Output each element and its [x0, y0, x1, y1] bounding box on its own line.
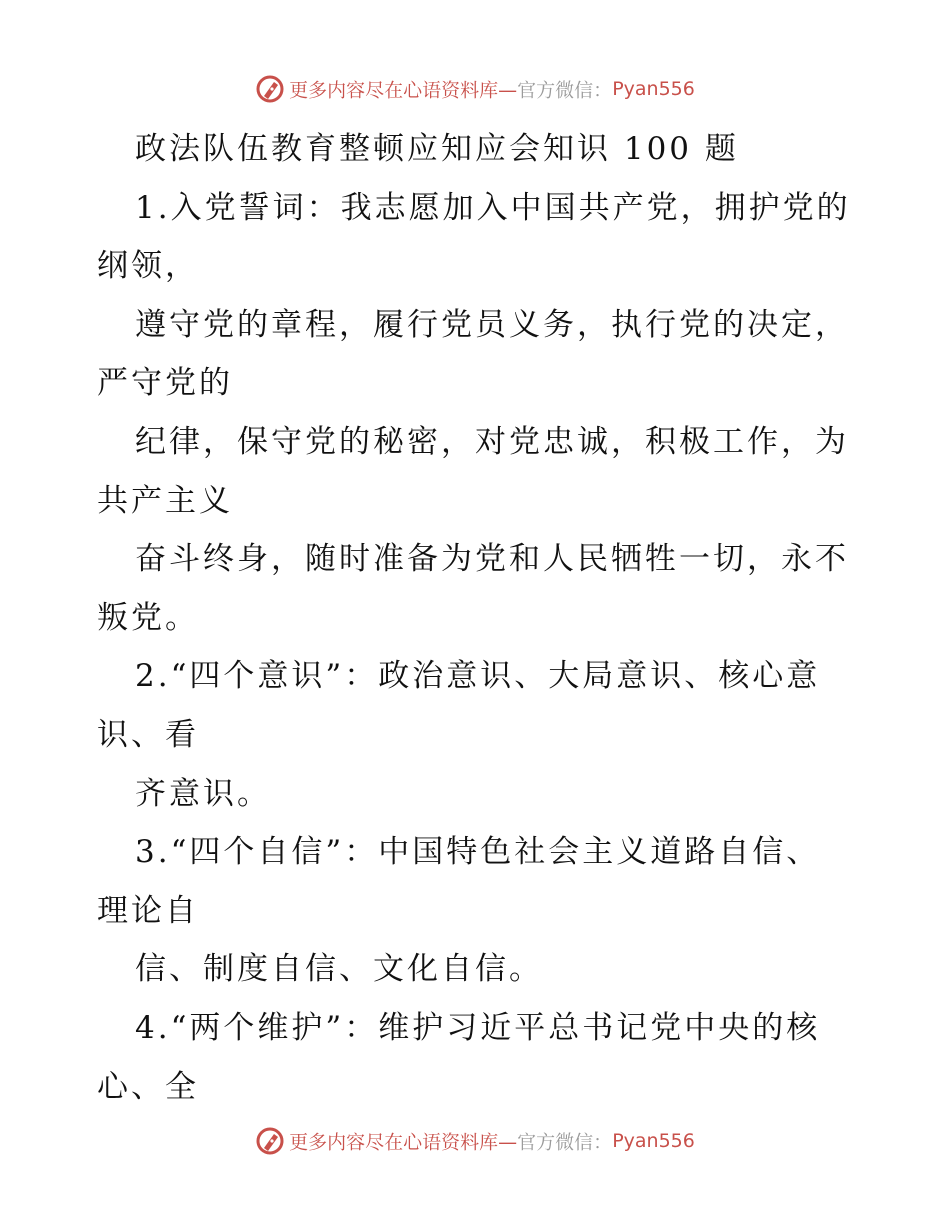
text-line: 1.入党誓词：我志愿加入中国共产党，拥护党的	[135, 189, 851, 226]
text-line: 遵守党的章程，履行党员义务，执行党的决定，	[135, 306, 849, 343]
pen-nib-circle-icon	[255, 1126, 285, 1156]
text-line: 心、全	[97, 1068, 199, 1105]
text-line: 奋斗终身，随时准备为党和人民牺牲一切，永不	[135, 541, 849, 578]
watermark-text: 更多内容尽在心语资料库—	[289, 79, 518, 102]
watermark-account: Pyan556	[612, 1130, 695, 1152]
text-line: 严守党的	[97, 365, 233, 402]
watermark-text: 更多内容尽在心语资料库—	[289, 1131, 518, 1154]
text-line: 叛党。	[97, 599, 199, 636]
header-watermark	[0, 74, 950, 104]
watermark-wechat-label: 官方微信：	[517, 1131, 613, 1154]
text-line: 纲领，	[97, 248, 199, 285]
pen-nib-circle-icon	[255, 74, 285, 104]
footer-watermark	[0, 1126, 950, 1156]
watermark-wechat-label: 官方微信：	[517, 79, 613, 102]
text-line: 纪律，保守党的秘密，对党忠诚，积极工作，为	[135, 423, 849, 460]
watermark-account: Pyan556	[612, 78, 695, 100]
text-line: 共产主义	[97, 482, 233, 519]
text-line: 信、制度自信、文化自信。	[135, 951, 543, 988]
text-line: 2.“四个意识”：政治意识、大局意识、核心意	[135, 658, 821, 695]
document-title: 政法队伍教育整顿应知应会知识 100 题	[135, 131, 739, 167]
text-line: 理论自	[97, 892, 199, 929]
text-line: 齐意识。	[135, 775, 271, 812]
text-line: 识、看	[97, 716, 199, 753]
document-body	[97, 120, 857, 1116]
text-line: 3.“四个自信”：中国特色社会主义道路自信、	[135, 834, 821, 871]
text-line: 4.“两个维护”：维护习近平总书记党中央的核	[135, 1009, 821, 1046]
